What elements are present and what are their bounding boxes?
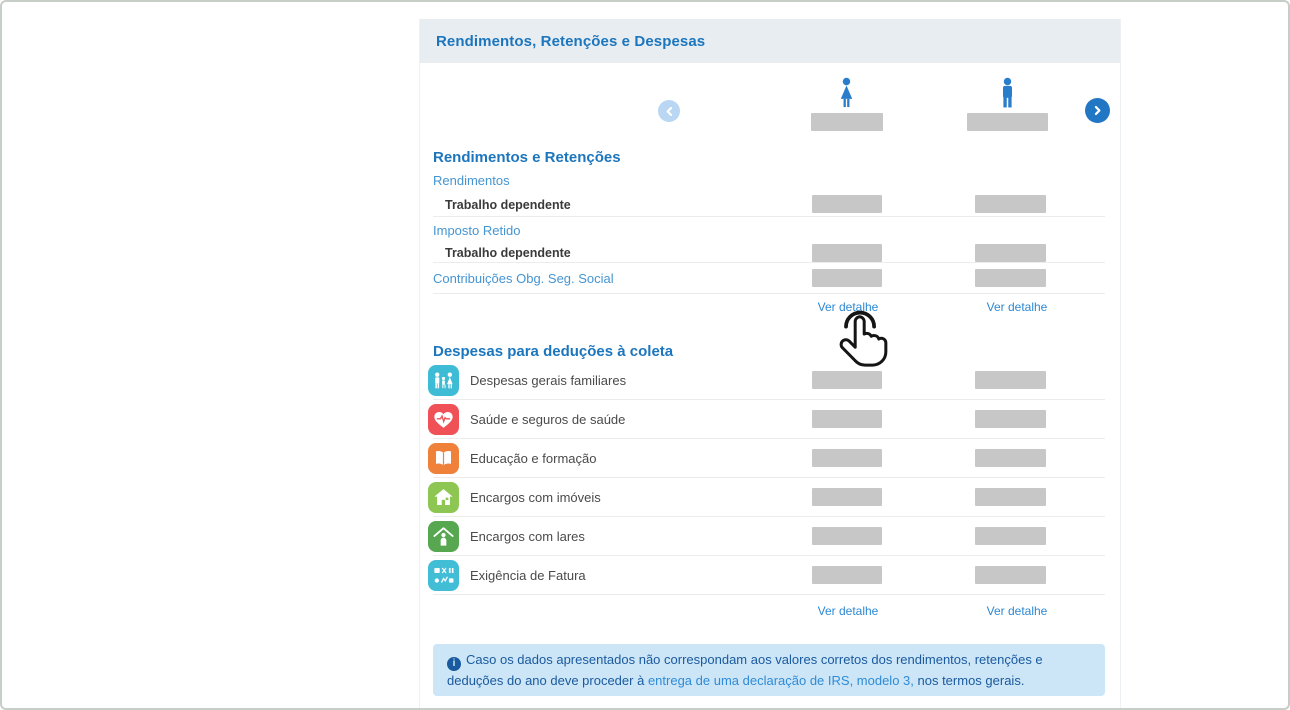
redacted-taxpayer-name-bar — [967, 113, 1048, 131]
income-section-heading: Rendimentos e Retenções — [433, 149, 621, 166]
rendimentos-link[interactable]: Rendimentos — [433, 172, 510, 188]
panel-body — [420, 75, 1120, 696]
expense-row-saude — [433, 400, 1105, 439]
expense-label: Exigência de Fatura — [470, 567, 586, 583]
chevron-left-icon — [662, 104, 677, 119]
chevron-right-icon — [1090, 103, 1105, 118]
income-row-trabalho-dependente-2 — [433, 243, 1105, 263]
income-row-imposto-retido — [433, 217, 1105, 243]
male-person-icon — [997, 77, 1018, 110]
ver-detalhe-link-income-col2[interactable]: Ver detalhe — [986, 300, 1048, 314]
alert-text-after: nos termos gerais. — [913, 672, 1025, 688]
expense-row-educacao — [433, 439, 1105, 478]
redacted-value-bar — [975, 527, 1046, 545]
expenses-detail-links-row — [433, 595, 1105, 626]
redacted-value-bar — [975, 371, 1046, 389]
expense-row-imoveis — [433, 478, 1105, 517]
open-book-icon — [428, 443, 459, 474]
declaracao-irs-link[interactable]: entrega de uma declaração de IRS, modelo 3, — [647, 672, 914, 688]
redacted-value-bar — [975, 195, 1046, 213]
redacted-value-bar — [975, 244, 1046, 262]
prev-taxpayer-button[interactable] — [658, 100, 680, 122]
expense-row-exigencia-fatura — [433, 556, 1105, 595]
expense-row-lares — [433, 517, 1105, 556]
panel-header — [420, 19, 1120, 63]
contribuicoes-link[interactable]: Contribuições Obg. Seg. Social — [433, 270, 614, 286]
expense-label: Despesas gerais familiares — [470, 372, 627, 388]
redacted-value-bar — [812, 527, 882, 545]
redacted-value-bar — [975, 269, 1046, 287]
ver-detalhe-link-expenses-col2[interactable]: Ver detalhe — [986, 603, 1048, 618]
redacted-value-bar — [812, 195, 882, 213]
redacted-value-bar — [812, 566, 882, 584]
ver-detalhe-link-income-col1[interactable]: Ver detalhe — [817, 300, 879, 314]
next-taxpayer-button[interactable] — [1085, 98, 1110, 123]
taxpayer-selector-row — [433, 75, 1105, 143]
info-alert — [433, 644, 1105, 696]
expense-label: Educação e formação — [470, 450, 597, 466]
female-person-icon — [836, 77, 857, 110]
redacted-value-bar — [975, 488, 1046, 506]
redacted-value-bar — [812, 244, 882, 262]
house-icon — [428, 482, 459, 513]
income-detail-links-row — [433, 294, 1105, 320]
health-heart-icon — [428, 404, 459, 435]
ver-detalhe-link-expenses-col1[interactable]: Ver detalhe — [817, 603, 879, 618]
redacted-value-bar — [812, 371, 882, 389]
family-icon — [428, 365, 459, 396]
expense-label: Encargos com imóveis — [470, 489, 601, 505]
income-row-rendimentos — [433, 167, 1105, 193]
imposto-retido-link[interactable]: Imposto Retido — [433, 222, 521, 238]
info-icon: i — [447, 657, 461, 671]
home-person-icon — [428, 521, 459, 552]
expense-label: Saúde e seguros de saúde — [470, 411, 626, 427]
rendimentos-panel — [419, 19, 1121, 708]
redacted-value-bar — [975, 566, 1046, 584]
expense-row-despesas-gerais — [433, 361, 1105, 400]
expense-label: Encargos com lares — [470, 528, 585, 544]
income-row-contribuicoes — [433, 263, 1105, 294]
redacted-taxpayer-name-bar — [811, 113, 883, 131]
redacted-value-bar — [812, 410, 882, 428]
row-label: Trabalho dependente — [445, 245, 571, 260]
redacted-value-bar — [975, 410, 1046, 428]
alert-text-before: Caso os dados apresentados não correspondam aos valores corretos dos rendimentos, retenções e deduções do ano deve proceder à — [447, 652, 1043, 688]
income-row-trabalho-dependente — [433, 193, 1105, 217]
redacted-value-bar — [812, 269, 882, 287]
panel-title: Rendimentos, Retenções e Despesas — [436, 32, 706, 50]
redacted-value-bar — [812, 488, 882, 506]
redacted-value-bar — [975, 449, 1046, 467]
row-label: Trabalho dependente — [445, 197, 571, 212]
invoice-sectors-icon — [428, 560, 459, 591]
redacted-value-bar — [812, 449, 882, 467]
expenses-section-heading: Despesas para deduções à coleta — [433, 343, 674, 360]
